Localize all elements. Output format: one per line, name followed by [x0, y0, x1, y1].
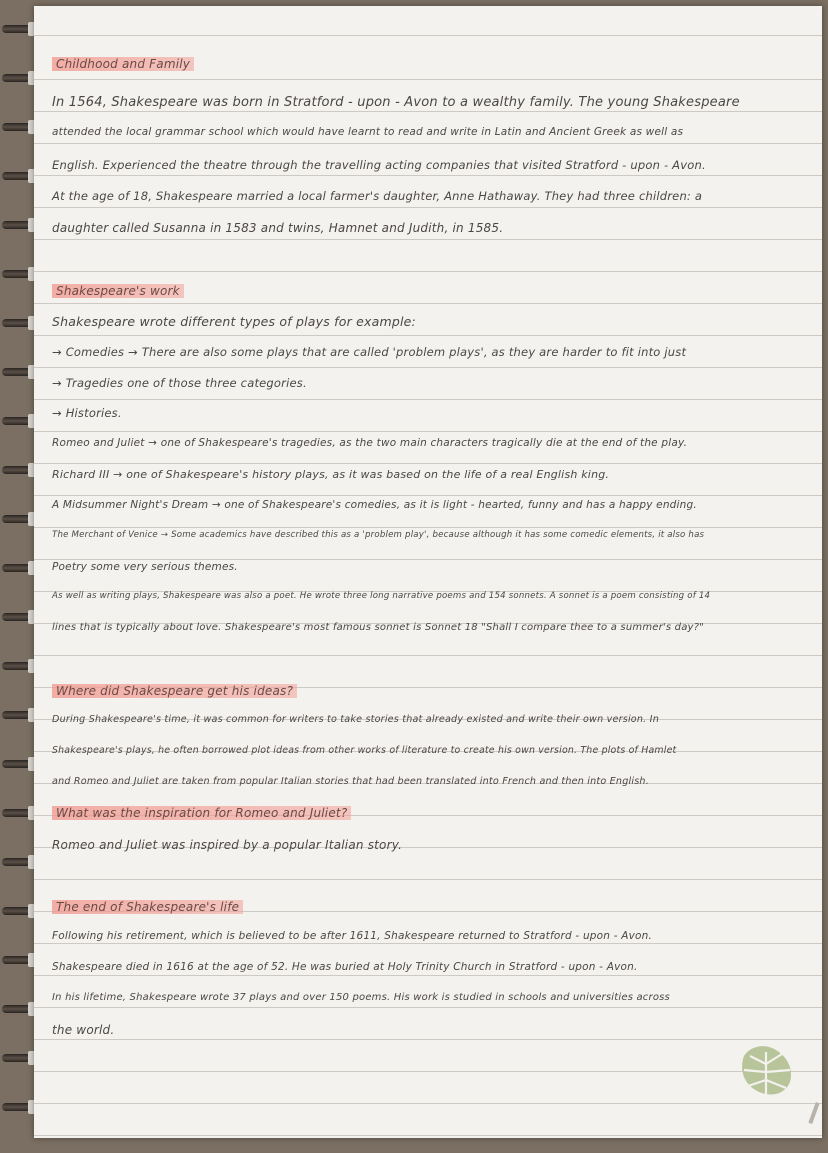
text-line: At the age of 18, Shakespeare married a local farmer's daughter, Anne Hathaway. They had three children: a	[52, 189, 703, 203]
section-heading-work: Shakespeare's work	[52, 284, 184, 298]
text-line: and Romeo and Juliet are taken from popular Italian stories that had been translated into French and then into English.	[52, 776, 649, 787]
text-line: daughter called Susanna in 1583 and twins, Hamnet and Judith, in 1585.	[52, 221, 504, 235]
text-line: Romeo and Juliet → one of Shakespeare's tragedies, as the two main characters tragically die at the end of the play.	[52, 437, 688, 449]
text-line: → Comedies → There are also some plays that are called 'problem plays', as they are harder to fit into just	[52, 345, 687, 359]
section-heading-childhood: Childhood and Family	[52, 57, 194, 71]
text-line: Romeo and Juliet was inspired by a popular Italian story.	[52, 838, 403, 852]
text-line: Richard III → one of Shakespeare's history plays, as it was based on the life of a real English king.	[52, 468, 610, 481]
text-line: Shakespeare's plays, he often borrowed plot ideas from other works of literature to create his own version. The plots of Hamlet	[52, 745, 677, 756]
text-line: Shakespeare died in 1616 at the age of 52. He was buried at Holy Trinity Church in Stratford - upon - Avon.	[52, 961, 638, 973]
text-line: Following his retirement, which is believed to be after 1611, Shakespeare returned to Stratford - upon - Avon.	[52, 930, 653, 942]
text-line: → Histories.	[52, 406, 122, 420]
monstera-leaf-icon	[736, 1042, 796, 1098]
text-line: In his lifetime, Shakespeare wrote 37 plays and over 150 poems. His work is studied in schools and universities across	[52, 992, 670, 1003]
text-line: the world.	[52, 1023, 115, 1037]
text-line: lines that is typically about love. Shakespeare's most famous sonnet is Sonnet 18 "Shall I compare thee to a summer's day?"	[52, 622, 704, 633]
page-corner	[808, 1102, 819, 1124]
text-line: During Shakespeare's time, it was common for writers to take stories that already existed and write their own version. In	[52, 714, 659, 725]
text-line: As well as writing plays, Shakespeare was also a poet. He wrote three long narrative poems and 154 sonnets. A sonnet is a poem consisting of 14	[52, 591, 711, 601]
text-line: In 1564, Shakespeare was born in Stratford - upon - Avon to a wealthy family. The young Shakespeare	[52, 95, 740, 110]
section-heading-end-of-life: The end of Shakespeare's life	[52, 900, 243, 914]
text-line: The Merchant of Venice → Some academics have described this as a 'problem play', because although it has some comedic elements, it also has	[52, 530, 705, 540]
text-line: English. Experienced the theatre through the travelling acting companies that visited Stratford - upon - Avon.	[52, 158, 706, 172]
text-line: Shakespeare wrote different types of plays for example:	[52, 314, 416, 329]
notebook-page	[34, 6, 822, 1138]
section-heading-inspiration: What was the inspiration for Romeo and Juliet?	[52, 806, 351, 820]
section-heading-ideas: Where did Shakespeare get his ideas?	[52, 684, 297, 698]
text-line: A Midsummer Night's Dream → one of Shakespeare's comedies, as it is light - hearted, funny and has a happy ending.	[52, 499, 697, 511]
text-line: Poetry some very serious themes.	[52, 561, 238, 573]
text-line: → Tragedies one of those three categories.	[52, 376, 307, 390]
text-line: attended the local grammar school which would have learnt to read and write in Latin and Ancient Greek as well as	[52, 126, 684, 138]
